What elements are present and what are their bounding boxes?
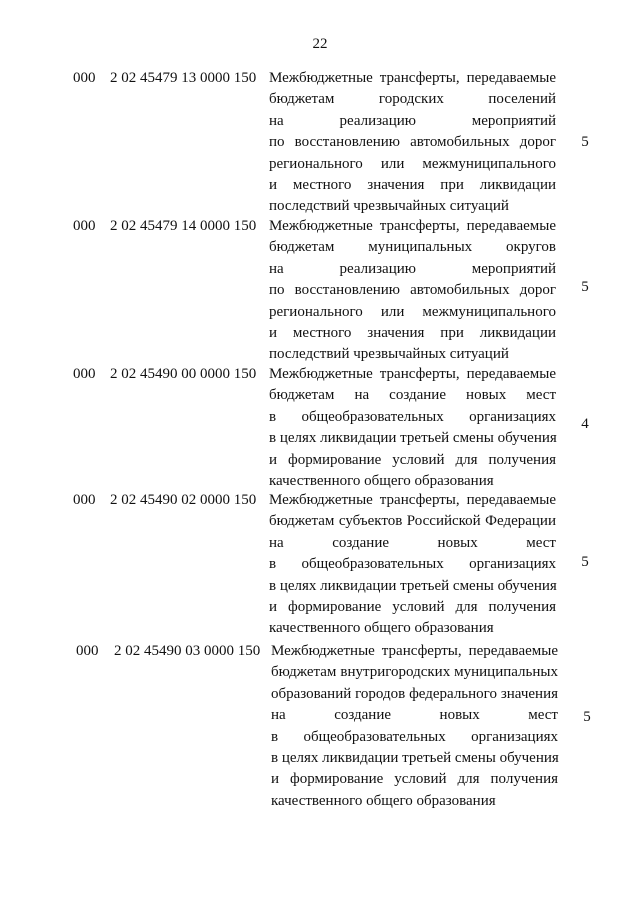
description-line: бюджетам муниципальных округов	[269, 239, 556, 256]
budget-classification-code: 2 02 45490 03 0000 150	[114, 643, 261, 659]
description-line: в целях ликвидации третьей смены обучения	[271, 749, 559, 766]
description-line: Межбюджетные трансферты, передаваемые	[269, 366, 556, 382]
row-description	[269, 68, 556, 218]
description-line: и формирование условий для получения	[269, 451, 556, 468]
description-line: и местного значения при ликвидации	[269, 176, 556, 193]
description-line: бюджетам городских поселений	[269, 91, 556, 108]
row-description	[269, 364, 556, 492]
row-amount: 5	[581, 554, 589, 570]
description-line: на реализацию мероприятий	[269, 260, 556, 277]
budget-classification-code: 2 02 45490 00 0000 150	[110, 366, 257, 382]
page-number: 22	[312, 36, 328, 52]
description-line: качественного общего образования	[269, 472, 494, 489]
description-line: Межбюджетные трансферты, передаваемые	[269, 70, 556, 86]
description-line: регионального или межмуниципального	[269, 155, 556, 172]
description-line: и местного значения при ликвидации	[269, 324, 556, 341]
description-line: бюджетам на создание новых мест	[269, 387, 556, 404]
admin-code: 000	[76, 643, 99, 659]
description-line: в общеобразовательных организациях	[269, 408, 556, 425]
description-line: Межбюджетные трансферты, передаваемые	[271, 643, 558, 659]
description-line: последствий чрезвычайных ситуаций	[269, 198, 509, 215]
description-line: последствий чрезвычайных ситуаций	[269, 346, 509, 363]
description-line: Межбюджетные трансферты, передаваемые	[269, 492, 556, 508]
description-line: в общеобразовательных организациях	[271, 728, 558, 745]
description-line: качественного общего образования	[271, 792, 496, 809]
description-line: регионального или межмуниципального	[269, 303, 556, 320]
description-line: и формирование условий для получения	[271, 771, 558, 788]
row-amount: 4	[581, 416, 589, 432]
description-line: бюджетам внутригородских муниципальных	[271, 664, 558, 681]
description-line: качественного общего образования	[269, 620, 494, 637]
budget-classification-code: 2 02 45490 02 0000 150	[110, 492, 257, 508]
budget-classification-code: 2 02 45479 14 0000 150	[110, 218, 257, 234]
description-line: и формирование условий для получения	[269, 598, 556, 615]
description-line: в общеобразовательных организациях	[269, 556, 556, 573]
row-description	[271, 641, 558, 812]
description-line: на создание новых мест	[271, 707, 558, 724]
description-line: образований городов федерального значения	[271, 685, 558, 702]
row-amount: 5	[581, 279, 589, 295]
description-line: в целях ликвидации третьей смены обучения	[269, 577, 557, 594]
description-line: бюджетам субъектов Российской Федерации	[269, 513, 556, 530]
admin-code: 000	[73, 492, 96, 508]
row-amount: 5	[583, 709, 591, 725]
row-description	[269, 216, 556, 366]
description-line: по восстановлению автомобильных дорог	[269, 282, 556, 299]
description-line: на реализацию мероприятий	[269, 112, 556, 129]
description-line: Межбюджетные трансферты, передаваемые	[269, 218, 556, 234]
admin-code: 000	[73, 366, 96, 382]
row-amount: 5	[581, 134, 589, 150]
row-description	[269, 490, 556, 640]
description-line: на создание новых мест	[269, 534, 556, 551]
description-line: по восстановлению автомобильных дорог	[269, 134, 556, 151]
admin-code: 000	[73, 218, 96, 234]
budget-classification-code: 2 02 45479 13 0000 150	[110, 70, 257, 86]
admin-code: 000	[73, 70, 96, 86]
description-line: в целях ликвидации третьей смены обучения	[269, 430, 557, 447]
